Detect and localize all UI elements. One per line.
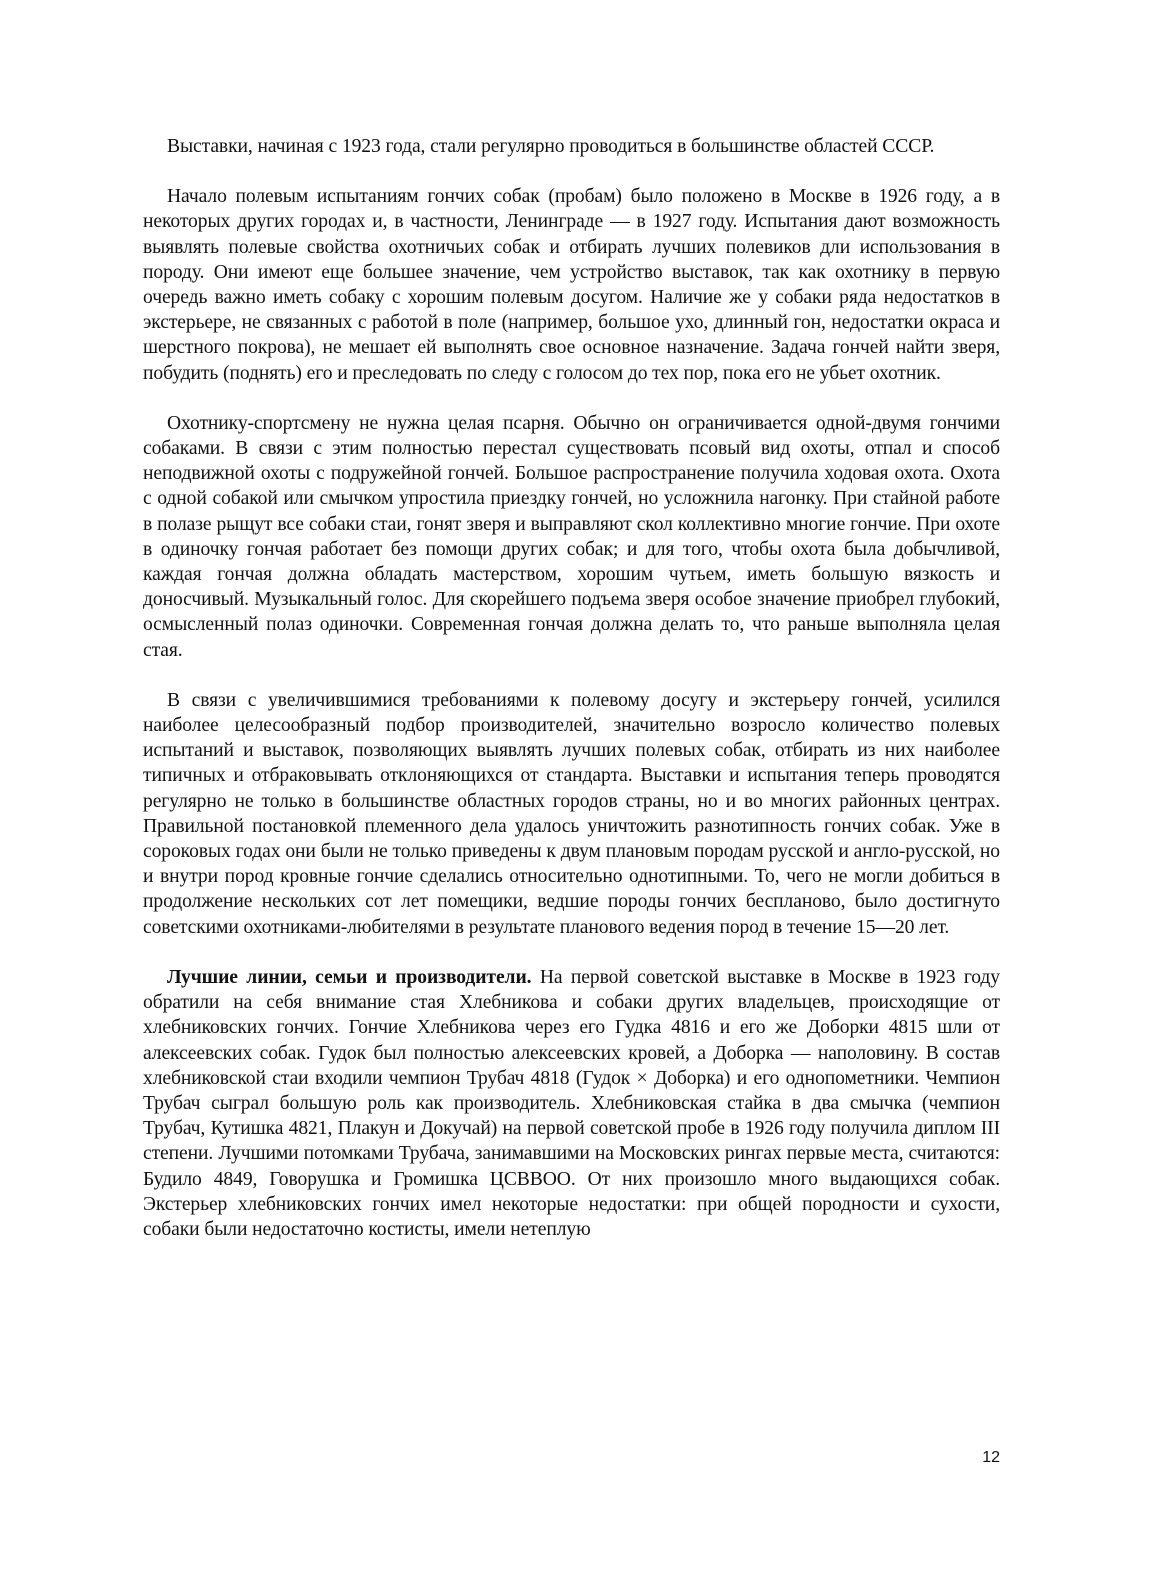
paragraph-best-lines [143,965,1000,1242]
section-heading: Лучшие линии, семьи и производители. [167,966,532,988]
paragraph-field-trials: Начало полевым испытаниям гончих собак (пробам) было положено в Москве в 1926 году, а в некоторых других городах и, в частности, Ленинграде — в 1927 году. Испытания дают возможность выявлять полевые свойства охотничьих собак и отбирать лучших полевиков дли использования в породу. Они имеют еще большее значение, чем устройство выставок, так как охотнику в первую очередь важно иметь собаку с хорошим полевым досугом. Наличие же у собаки ряда недостатков в экстерьере, не связанных с работой в поле (например, большое ухо, длинный гон, недостатки окраса и шерстного покрова), не мешает ей выполнять свое основное назначение. Задача гончей найти зверя, побудить (поднять) его и преследовать по следу с голосом до тех пор, пока его не убьет охотник. [143,186,1000,384]
paragraph-breeding-requirements: В связи с увеличившимися требованиями к полевому досугу и экстерьеру гончей, усилился наиболее целесообразный подбор производителей, значительно возросло количество полевых испытаний и выставок, позволяющих выявлять лучших полевых собак, отбирать из них наиболее типичных и отбраковывать отклоняющихся от стандарта. Выставки и испытания теперь проводятся регулярно не только в большинстве областных городов страны, но и во многих районных центрах. Правильной постановкой племенного дела удалось уничтожить разнотипность гончих собак. Уже в сороковых годах они были не только приведены к двум плановым породам русской и англо-русской, но и внутри пород кровные гончие сделались относительно однотипными. То, чего не могли добиться в продолжение нескольких сот лет помещики, ведшие породы гончих беспланово, было достигнуто советскими охотниками-любителями в результате планового ведения пород в течение 15—20 лет. [143,689,1000,938]
page-number: 12 [982,1449,1000,1466]
paragraph-exhibitions-1923: Выставки, начиная с 1923 года, стали регулярно проводиться в большинстве областей СССР. [167,136,935,157]
paragraph-hunter-sportsman: Охотнику-спортсмену не нужна целая псарня. Обычно он ограничивается одной-двумя гончими собаками. В связи с этим полностью перестал существовать псовый вид охоты, отпал и способ неподвижной охоты с подружейной гончей. Большое распространение получила ходовая охота. Охота с одной собакой или смычком упростила приездку гончей, но усложнила нагонку. При стайной работе в полазе рыщут все собаки стаи, гонят зверя и выправляют скол коллективно многие гончие. При охоте в одиночку гончая работает без помощи других собак; и для того, чтобы охота была добычливой, каждая гончая должна обладать мастерством, хорошим чутьем, иметь большую вязкость и доносчивый. Музыкальный голос. Для скорейшего подъема зверя особое значение приобрел глубокий, осмысленный полаз одиночки. Современная гончая должна делать то, что раньше выполняла целая стая. [143,412,1000,661]
page-body [143,134,1000,1242]
section-text: На первой советской выставке в Москве в 1923 году обратили на себя внимание стая Хлебникова и собаки других владельцев, происходящие от хлебниковских гончих. Гончие Хлебникова через его Гудка 4816 и его же Доборки 4815 шли от алексеевских собак. Гудок был полностью алексеевских кровей, а Доборка — наполовину. В состав хлебниковской стаи входили чемпион Трубач 4818 (Гудок × Доборка) и его однопометники. Чемпион Трубач сыграл большую роль как производитель. Хлебниковская стайка в два смычка (чемпион Трубач, Кутишка 4821, Плакун и Докучай) на первой советской пробе в 1926 году получила диплом III степени. Лучшими потомками Трубача, занимавшими на Московских рингах первые места, считаются: Будило 4849, Говорушка и Громишка ЦСВВОО. От них произошло много выдающихся собак. Экстерьер хлебниковских гончих имел некоторые недостатки: при общей породности и сухости, собаки были недостаточно костисты, имели нетеплую [143,966,1000,1240]
